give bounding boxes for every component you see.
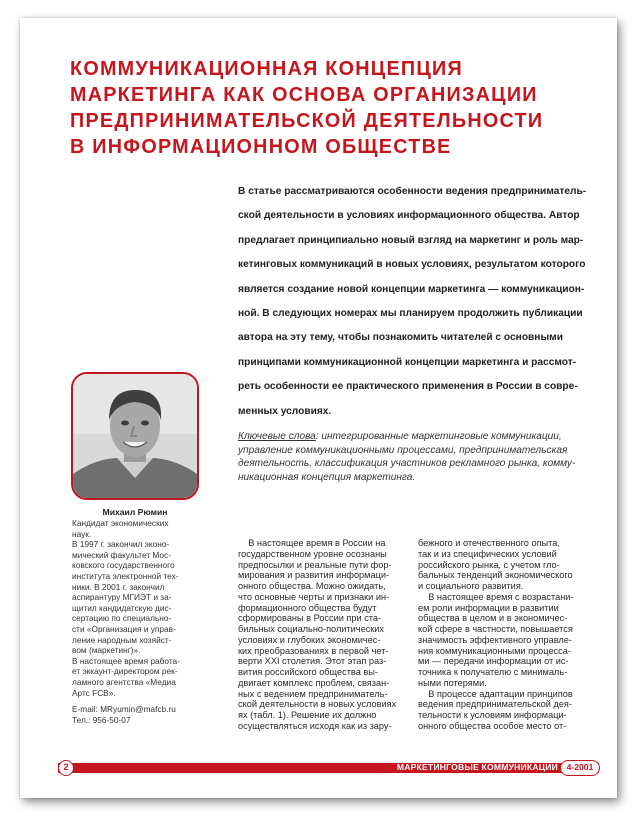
abstract-line: В статье рассматриваются особенности ведения предприниматель- <box>238 186 587 197</box>
body-line: бежного и отечественного опыта, <box>418 538 560 548</box>
body-line: ской деятельности в новых условиях <box>238 699 397 710</box>
body-line: условиях и глубоких экономичес- <box>238 634 381 645</box>
abstract-line: кетинговых коммуникаций в новых условиях, результатом которого <box>238 259 586 271</box>
body-line: так и из специфических условий <box>418 548 557 559</box>
abstract-line: ской деятельности в условиях информационного общества. Автор <box>238 210 580 222</box>
bio-line: института электронной тех- <box>72 570 179 581</box>
body-line: бильных социально-политических <box>238 624 385 634</box>
bio-line: аспирантуру МГИЭТ и за- <box>72 592 172 603</box>
bio-line: щитил кандидатскую дис- <box>72 602 172 613</box>
journal-name: МАРКЕТИНГОВЫЕ КОММУНИКАЦИИ <box>396 762 558 772</box>
body-line: ких преобразованиях в первой чет- <box>238 645 389 656</box>
issue-number: 4-2001 <box>560 760 600 776</box>
body-line: В настоящее время в России на <box>238 538 386 548</box>
bio-line: ление народным хозяйст- <box>72 634 172 645</box>
keywords-label: Ключевые слова <box>238 431 316 442</box>
title-line: МАРКЕТИНГА КАК ОСНОВА ОРГАНИЗАЦИИ <box>70 83 538 106</box>
abstract-line: менных условиях. <box>238 405 332 417</box>
body-line: ми — передачи информации от ис- <box>418 656 569 667</box>
body-column-2 <box>418 538 588 732</box>
abstract-line: ной. В следующих номерах мы планируем продолжить публикации <box>238 308 583 320</box>
bio-line: сертацию по специально- <box>72 613 172 624</box>
body-line: В процессе адаптации принципов <box>418 688 573 699</box>
keywords-line: управление коммуникационными процессами, предпринимательская <box>238 444 568 456</box>
body-line: бальных тенденций экономического <box>418 570 573 581</box>
title-line: ПРЕДПРИНИМАТЕЛЬСКОЙ ДЕЯТЕЛЬНОСТИ <box>70 109 544 132</box>
body-line: ными потерями. <box>418 677 487 688</box>
body-line: значимость эффективного управле- <box>418 634 572 645</box>
bio-line: Артс FCB». <box>72 687 116 698</box>
body-line: предпосылки и реальные пути фор- <box>238 559 392 570</box>
body-line: верти XXI столетия. Этот этап раз- <box>238 656 387 667</box>
author-photo <box>71 372 199 500</box>
body-line: ведения предпринимательской дея- <box>418 699 572 710</box>
abstract-line: реть особенности ее практического применения в России в совре- <box>238 381 578 393</box>
bio-line: В 1997 г. закончил эконо- <box>72 539 170 550</box>
body-line: онного общества особое место от- <box>418 720 567 731</box>
article-abstract <box>238 180 586 424</box>
body-line: мирования и развития информаци- <box>238 570 390 581</box>
keywords-line <box>238 430 590 444</box>
magazine-page <box>20 18 617 798</box>
article-title <box>70 56 569 160</box>
body-line: ем роли информации в развитии <box>418 602 559 613</box>
bio-line: сти «Организация и управ- <box>72 623 176 634</box>
title-line: КОММУНИКАЦИОННАЯ КОНЦЕПЦИЯ <box>70 57 463 80</box>
author-phone: Тел.: 956-50-07 <box>72 714 131 725</box>
body-line: ния коммуникационными процесса- <box>418 645 571 656</box>
body-line: общества в целом и в экономичес- <box>418 613 568 624</box>
author-bio <box>72 518 202 725</box>
body-line: российского рынка, с учетом гло- <box>418 559 560 570</box>
body-line: кой сфере в частности, повышается <box>418 624 573 634</box>
body-line: осуществляться исходя как из зару- <box>238 720 392 731</box>
keywords-block <box>238 430 590 484</box>
bio-line: мический факультет Мос- <box>72 549 171 560</box>
body-line: двигает комплекс проблем, связан- <box>238 677 390 688</box>
body-line: вития российского общества вы- <box>238 667 378 677</box>
keywords-text: : интегрированные маркетинговые коммуникации, <box>315 431 562 442</box>
bio-line: ламного агентства «Медиа <box>72 676 176 687</box>
body-line: ях (табл. 1). Решение их должно <box>238 710 377 720</box>
keywords-line: никационная концепция маркетинга. <box>238 471 416 483</box>
body-line: ных с ведением предприниматель- <box>238 688 388 699</box>
body-line: и социального развития. <box>418 581 524 591</box>
bio-line: вом (маркетинг)». <box>72 645 141 656</box>
bio-line: ники. В 2001 г. закончил <box>72 581 165 592</box>
bio-line: ет эккаунт-директором рек- <box>72 666 178 677</box>
bio-line: ковского государственного <box>72 560 175 571</box>
abstract-line: автора на эту тему, чтобы познакомить читателей с основными <box>238 332 563 344</box>
page-number: 2 <box>58 760 74 776</box>
body-line: онного общества. Можно ожидать, <box>238 581 386 591</box>
title-line: В ИНФОРМАЦИОННОМ ОБЩЕСТВЕ <box>70 135 452 158</box>
body-line: точника к получателю с минималь- <box>418 667 568 677</box>
keywords-line: деятельность, классификация участников рекламного рынка, комму- <box>238 458 576 470</box>
body-line: тельности к условиям информаци- <box>418 710 567 720</box>
author-name: Михаил Рюмин <box>102 507 168 517</box>
bio-line: В настоящее время работа- <box>72 655 180 666</box>
body-line: сформированы в России при ста- <box>238 613 382 624</box>
body-column-1 <box>238 538 408 732</box>
abstract-line: принципами коммуникационной концепции маркетинга и рассмот- <box>238 356 577 368</box>
bio-line: наук. <box>72 528 92 539</box>
body-line: В настоящее время с возрастани- <box>418 591 574 602</box>
abstract-line: является создание новой концепции маркетинга — коммуникацион- <box>238 283 585 295</box>
abstract-line: предлагает принципиально новый взгляд на маркетинг и роль мар- <box>238 234 584 246</box>
author-portrait-icon <box>73 374 197 498</box>
bio-line: Кандидат экономических <box>72 518 169 528</box>
body-line: государственном уровне осознаны <box>238 548 387 559</box>
body-line: формационного общества будут <box>238 602 377 613</box>
author-email[interactable]: E-mail: MRyumin@mafcb.ru <box>72 704 176 715</box>
body-line: что основные черты и признаки ин- <box>238 591 390 602</box>
